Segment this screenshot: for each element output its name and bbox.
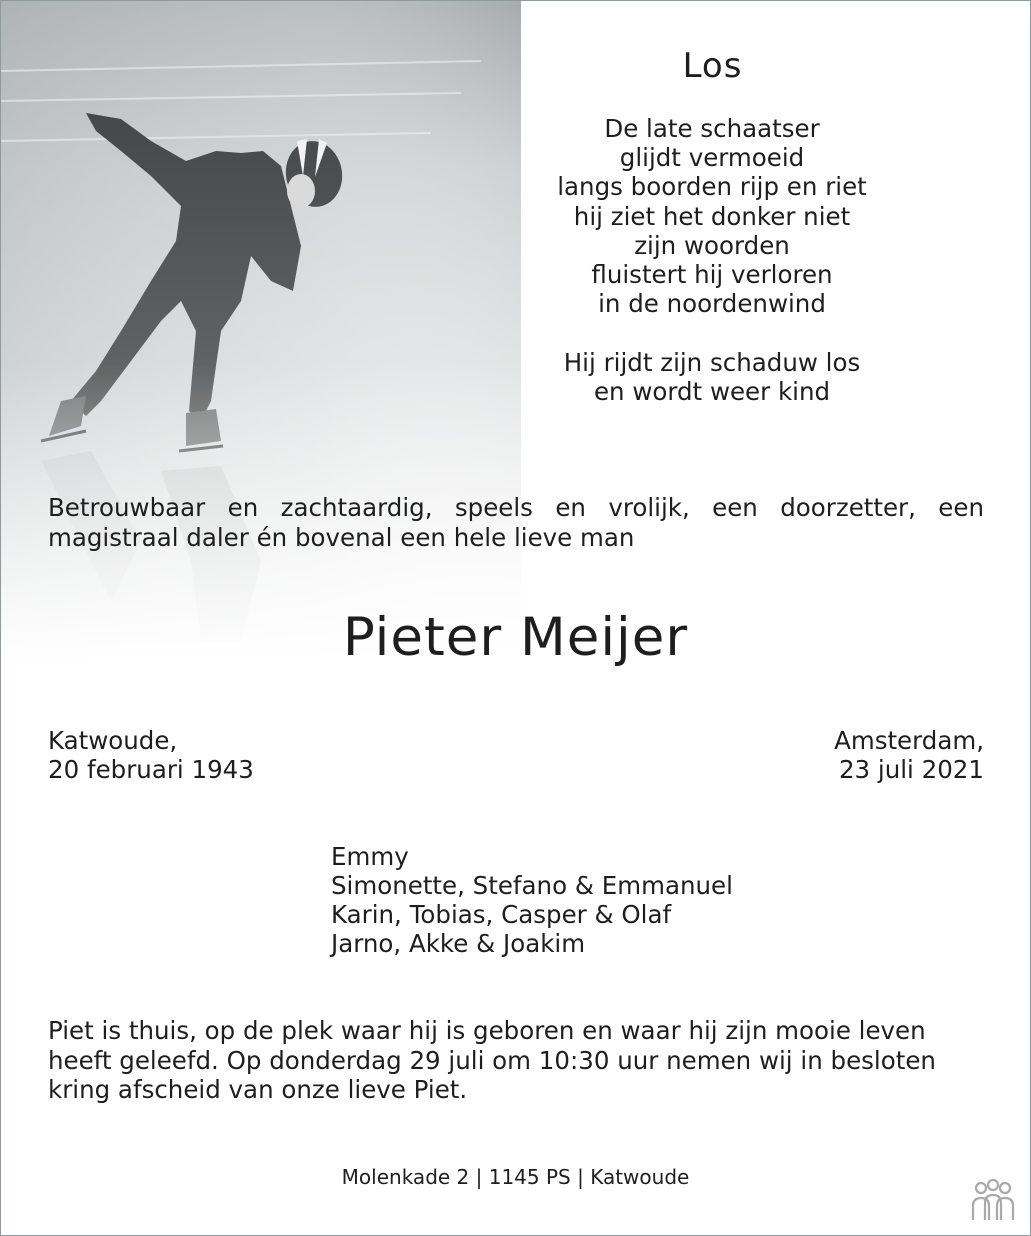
mourner-line: Karin, Tobias, Casper & Olaf [331, 900, 672, 929]
birth-date: 20 februari 1943 [48, 755, 254, 784]
poem-line: langs boorden rijp en riet [557, 172, 867, 202]
funeral-notice: Piet is thuis, op de plek waar hij is geboren en waar hij zijn mooie leven heeft geleefd. Op donderdag 29 juli om 10:30 uur nemen wij in besloten kring afscheid van onze lieve Piet. [48, 1016, 936, 1104]
mourner-line: Jarno, Akke & Joakim [331, 929, 586, 958]
birth-place: Katwoude, [48, 726, 178, 755]
mourner-line: Simonette, Stefano & Emmanuel [331, 871, 733, 900]
speed-skater-photo [1, 1, 521, 661]
poem-line: in de noordenwind [598, 289, 826, 319]
mourner-line: Emmy [331, 842, 409, 871]
mourners-list [331, 842, 733, 958]
family-people-icon [968, 1178, 1018, 1224]
poem-title: Los [682, 46, 743, 86]
characterization-text: Betrouwbaar en zachtaardig, speels en vrolijk, een doorzetter, een magistraal daler én bovenal een hele lieve man [48, 493, 984, 552]
poem [512, 114, 912, 435]
death-date: 23 juli 2021 [838, 755, 984, 784]
poem-stanza [512, 114, 912, 318]
poem-line: glijdt vermoeid [619, 143, 805, 173]
death-info [834, 726, 984, 784]
poem-line: fluistert hij verloren [591, 260, 833, 290]
poem-line: zijn woorden [634, 230, 790, 260]
death-place: Amsterdam, [834, 726, 984, 755]
poem-line: De late schaatser [604, 114, 820, 143]
deceased-name: Pieter Meijer [342, 607, 689, 668]
poem-line: Hij rijdt zijn schaduw los [563, 347, 861, 377]
poem-line: en wordt weer kind [593, 376, 831, 406]
address: Molenkade 2 | 1145 PS | Katwoude [341, 1165, 690, 1189]
poem-stanza [512, 348, 912, 406]
birth-info [48, 726, 254, 784]
poem-line: hij ziet het donker niet [573, 201, 851, 231]
